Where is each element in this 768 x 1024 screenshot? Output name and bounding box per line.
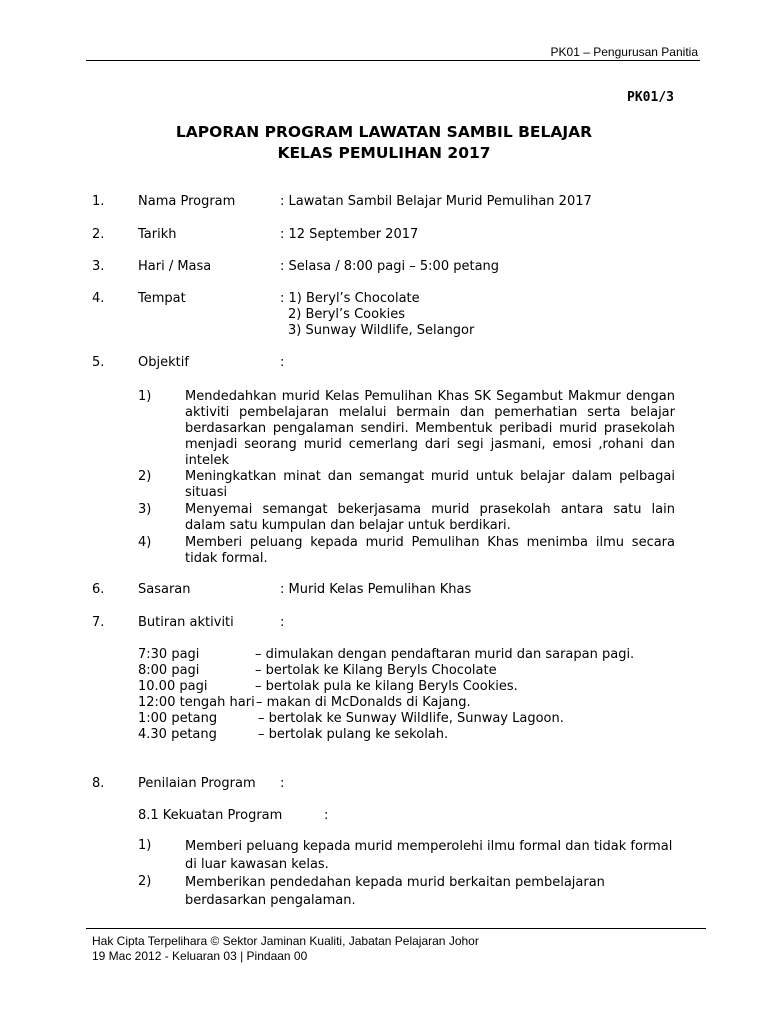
schedule-time: 4.30 petang — [138, 727, 217, 742]
item-number: 8. — [92, 776, 105, 791]
schedule-activity: – bertolak pula ke kilang Beryls Cookies. — [255, 679, 518, 694]
item-number: 6. — [92, 582, 105, 597]
item-number: 4. — [92, 291, 105, 306]
form-code: PK01/3 — [627, 90, 674, 105]
objective-number: 4) — [138, 535, 152, 550]
item-number: 1. — [92, 194, 105, 209]
item-value: : — [280, 776, 285, 791]
item-value: : Lawatan Sambil Belajar Murid Pemulihan 2017 — [280, 194, 592, 209]
objective-text: Menyemai semangat bekerjasama murid prasekolah antara satu lain dalam satu kumpulan dan belajar untuk berdikari. — [185, 502, 675, 533]
schedule-activity: – dimulakan dengan pendaftaran murid dan sarapan pagi. — [255, 647, 635, 662]
strength-number: 2) — [138, 874, 152, 889]
evaluation-subheading: 8.1 Kekuatan Program — [138, 808, 283, 823]
objective-text: Meningkatkan minat dan semangat murid untuk belajar dalam pelbagai situasi — [185, 469, 675, 500]
item-label: Objektif — [138, 355, 189, 370]
objective-number: 1) — [138, 389, 152, 404]
item-value: : Murid Kelas Pemulihan Khas — [280, 582, 472, 597]
schedule-time: 8:00 pagi — [138, 663, 200, 678]
strength-number: 1) — [138, 838, 152, 853]
item-value: : — [280, 615, 285, 630]
item-label: Nama Program — [138, 194, 236, 209]
header-divider — [86, 60, 700, 61]
item-label: Hari / Masa — [138, 259, 212, 274]
item-label: Penilaian Program — [138, 776, 256, 791]
venue-line: 2) Beryl’s Cookies — [288, 307, 405, 322]
item-value: : Selasa / 8:00 pagi – 5:00 petang — [280, 259, 500, 274]
schedule-time: 10.00 pagi — [138, 679, 208, 694]
venue-line: 3) Sunway Wildlife, Selangor — [288, 323, 475, 338]
schedule-activity: – bertolak pulang ke sekolah. — [258, 727, 449, 742]
objective-text: Memberi peluang kepada murid Pemulihan Khas menimba ilmu secara tidak formal. — [185, 535, 675, 566]
document-title-line2: KELAS PEMULIHAN 2017 — [277, 144, 491, 162]
page-header: PK01 – Pengurusan Panitia — [550, 45, 698, 59]
objective-number: 3) — [138, 502, 152, 517]
schedule-activity: – makan di McDonalds di Kajang. — [256, 695, 471, 710]
schedule-activity: – bertolak ke Kilang Beryls Chocolate — [255, 663, 497, 678]
item-number: 3. — [92, 259, 105, 274]
objective-text: Mendedahkan murid Kelas Pemulihan Khas SK Segambut Makmur dengan aktiviti pembelajaran melalui bermain dan pemerhatian serta belajar berdasarkan pengalaman sendiri. Membentuk peribadi murid prasekolah menjadi seorang murid cemerlang dari segi jasmani, emosi ,rohani dan intelek — [185, 389, 675, 468]
item-label: Sasaran — [138, 582, 191, 597]
footer-divider — [86, 928, 706, 929]
schedule-activity: – bertolak ke Sunway Wildlife, Sunway Lagoon. — [258, 711, 564, 726]
strength-text: Memberikan pendedahan kepada murid berkaitan pembelajaran berdasarkan pengalaman. — [185, 875, 605, 908]
schedule-time: 12:00 tengah hari — [138, 695, 255, 710]
item-label: Tarikh — [138, 227, 177, 242]
item-value: : 12 September 2017 — [280, 227, 419, 242]
item-number: 7. — [92, 615, 105, 630]
venue-line: : 1) Beryl’s Chocolate — [280, 291, 420, 306]
evaluation-colon: : — [324, 808, 329, 823]
schedule-time: 1:00 petang — [138, 711, 218, 726]
footer-copyright: Hak Cipta Terpelihara © Sektor Jaminan Kualiti, Jabatan Pelajaran Johor — [92, 934, 479, 948]
strength-text: Memberi peluang kepada murid memperolehi ilmu formal dan tidak formal di luar kawasan kelas. — [185, 839, 673, 872]
item-label: Tempat — [138, 291, 186, 306]
item-value: : — [280, 355, 285, 370]
item-number: 5. — [92, 355, 105, 370]
footer-revision: 19 Mac 2012 - Keluaran 03 | Pindaan 00 — [92, 949, 308, 963]
schedule-time: 7:30 pagi — [138, 647, 200, 662]
item-label: Butiran aktiviti — [138, 615, 234, 630]
document-title-line1: LAPORAN PROGRAM LAWATAN SAMBIL BELAJAR — [175, 123, 593, 141]
item-number: 2. — [92, 227, 105, 242]
objective-number: 2) — [138, 469, 152, 484]
